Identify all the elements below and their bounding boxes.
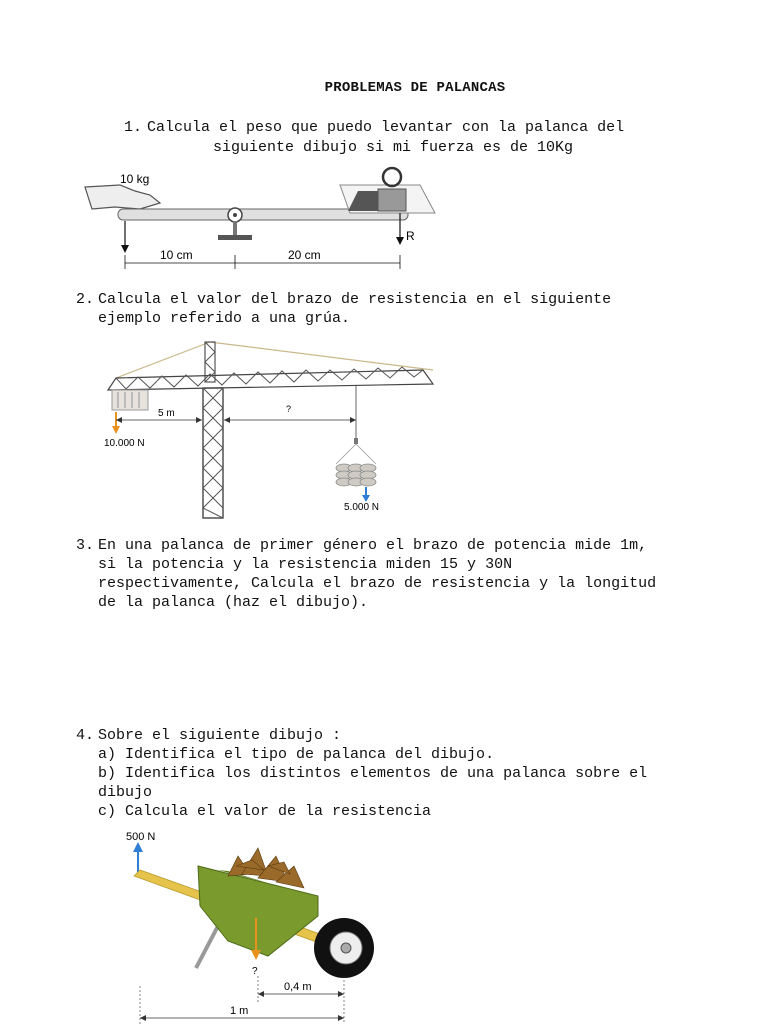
arm-label: 5 m xyxy=(158,408,175,419)
wheelbarrow-figure xyxy=(118,826,408,1024)
resistance-arrow xyxy=(251,950,261,960)
arm1-label: 10 cm xyxy=(160,248,193,262)
problem-3-line-3: respectivamente, Calcula el brazo de resistencia y la longitud xyxy=(98,575,657,592)
unknown-arm-label: ? xyxy=(286,404,292,414)
short-arm-label: 0,4 m xyxy=(284,981,312,993)
problem-3-line-1: En una palanca de primer género el brazo de potencia mide 1m, xyxy=(98,537,648,554)
resistance-label: R xyxy=(406,229,415,243)
page-title: PROBLEMAS DE PALANCAS xyxy=(324,80,506,96)
problem-2-line-2: ejemplo referido a una grúa. xyxy=(98,310,351,327)
force-arrow xyxy=(121,245,129,253)
problem-2-number: 2. xyxy=(76,291,95,308)
force-label: 500 N xyxy=(126,831,156,843)
load-arrow xyxy=(362,495,370,502)
load-sacks-icon xyxy=(336,464,376,486)
long-arm-label: 1 m xyxy=(230,1005,249,1017)
unknown-resistance-label: ? xyxy=(252,966,258,977)
hand-icon xyxy=(85,185,160,209)
problem-3-number: 3. xyxy=(76,537,95,554)
problem-1-line-2: siguiente dibujo si mi fuerza es de 10Kg xyxy=(213,139,574,156)
problem-3-line-2: si la potencia y la resistencia miden 15 y 30N xyxy=(98,556,513,573)
resistance-arrow xyxy=(396,237,404,245)
force-arrow xyxy=(133,842,143,852)
problem-4-line-2: a) Identifica el tipo de palanca del dibujo. xyxy=(98,746,495,763)
force-label: 10 kg xyxy=(120,172,150,186)
arm2-label: 20 cm xyxy=(288,248,321,262)
load-label: 5.000 N xyxy=(344,502,380,513)
counterweight-label: 10.000 N xyxy=(104,438,145,449)
problem-2-line-1: Calcula el valor del brazo de resistencia en el siguiente xyxy=(98,291,612,308)
problem-1-number: 1. xyxy=(124,119,143,136)
problem-4-line-1: Sobre el siguiente dibujo : xyxy=(98,727,342,744)
problem-4-line-4: dibujo xyxy=(98,784,153,801)
counterweight-arrow xyxy=(112,426,120,434)
problem-1-line-1: Calcula el peso que puedo levantar con la palanca del xyxy=(147,119,625,136)
crane-figure xyxy=(98,340,443,520)
lever-figure xyxy=(80,165,445,275)
problem-4-number: 4. xyxy=(76,727,95,744)
problem-4-line-3: b) Identifica los distintos elementos de una palanca sobre el xyxy=(98,765,648,782)
problem-3-line-4: de la palanca (haz el dibujo). xyxy=(98,594,369,611)
problem-4-line-5: c) Calcula el valor de la resistencia xyxy=(98,803,432,820)
